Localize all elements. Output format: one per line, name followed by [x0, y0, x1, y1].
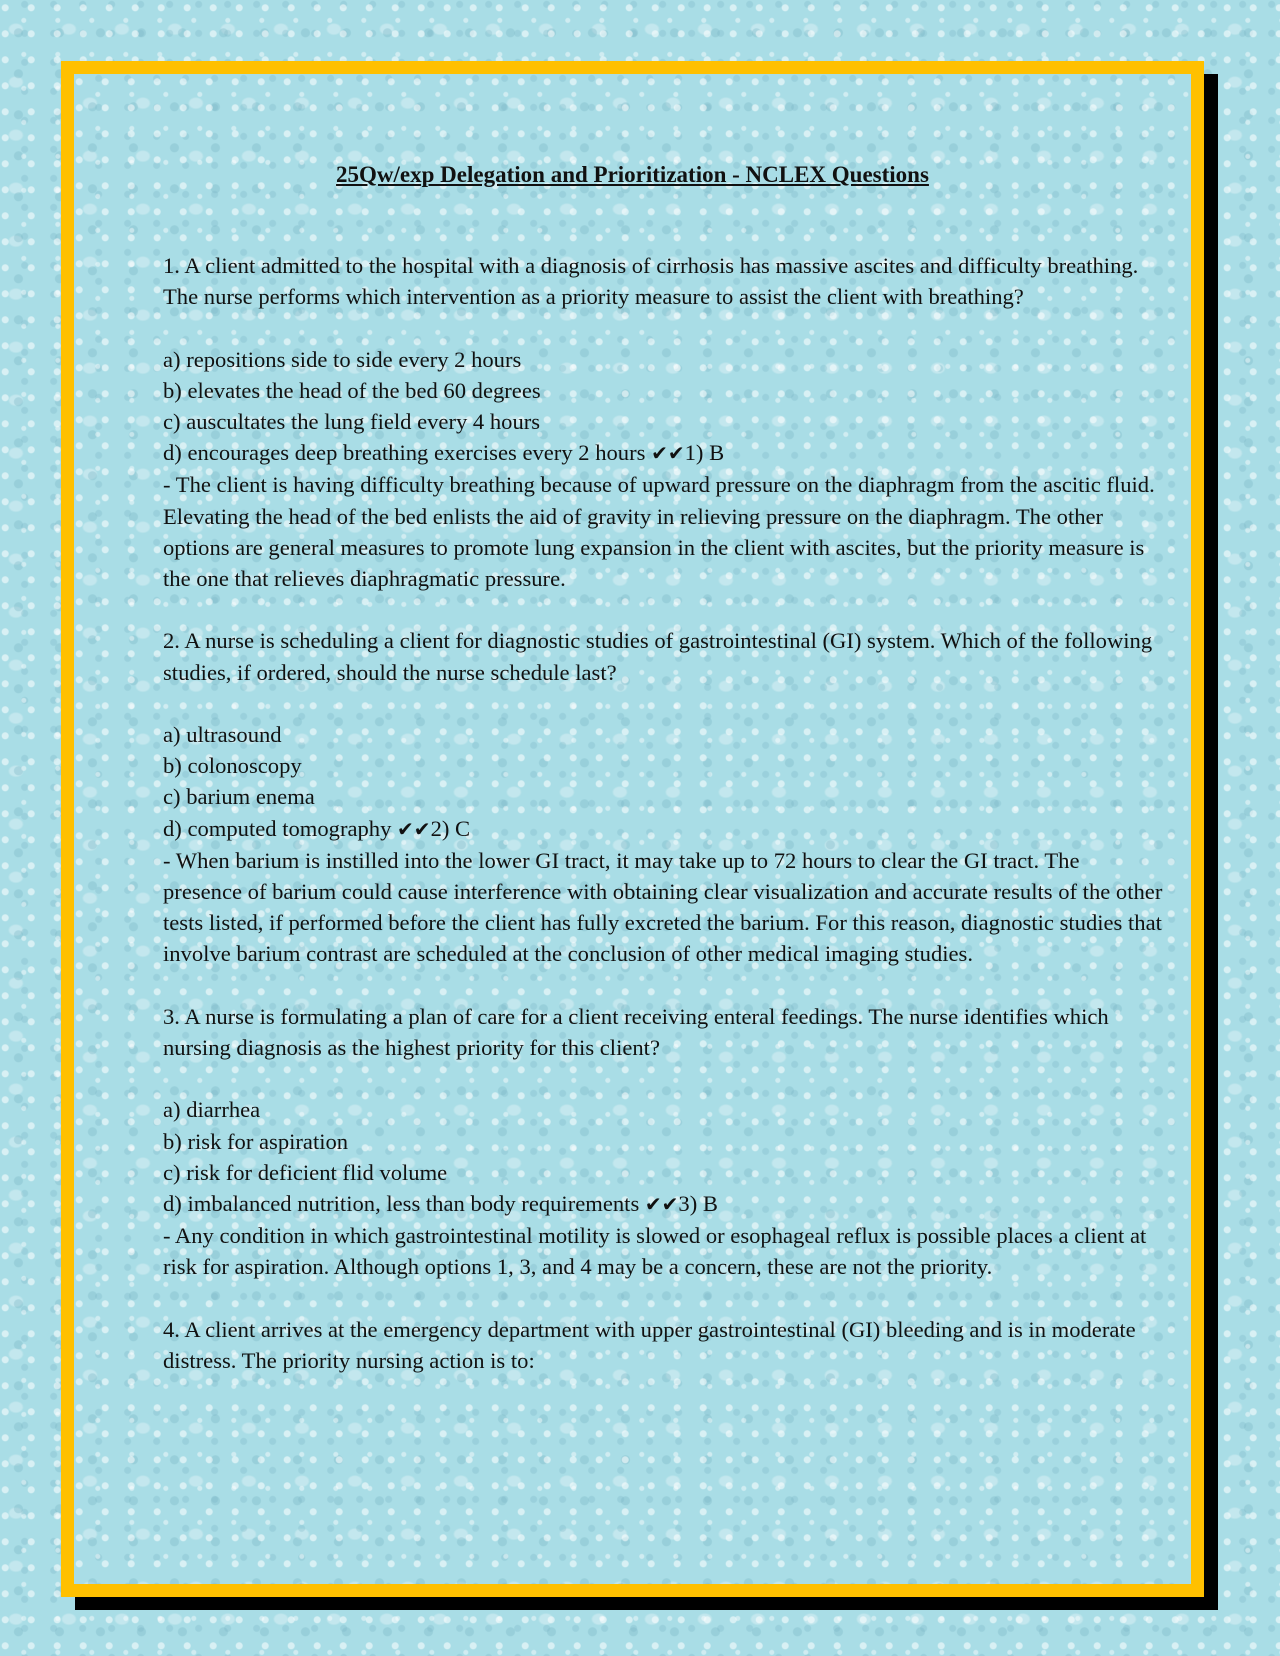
checkmark-icon: ✔✔ — [651, 441, 685, 466]
question-stem: 1. A client admitted to the hospital with a diagnosis of cirrhosis has massive ascites and difficulty breathing. The nurse performs which intervention as a priority measure to assist the client with breathing? — [163, 253, 1139, 310]
answer-explanation: - The client is having difficulty breathing because of upward pressure on the diaphragm from the ascitic fluid. Elevating the head of the bed enlists the aid of gravity in relieving pressure on the diaphragm. The other options are general measures to promote lung expansion in the client with ascites, but the priority measure is the one that relieves diaphragmatic pressure. — [163, 472, 1155, 592]
question-1 — [163, 250, 1163, 594]
question-2 — [163, 625, 1163, 969]
answer-key: 2) C — [430, 815, 471, 841]
question-stem: 2. A nurse is scheduling a client for diagnostic studies of gastrointestinal (GI) system. Which of the following studies, if ordered, should the nurse schedule last? — [163, 628, 1153, 685]
question-stem: 4. A client arrives at the emergency department with upper gastrointestinal (GI) bleeding and is in moderate distress. The priority nursing action is to: — [163, 1316, 1136, 1374]
answer-option-text: d) imbalanced nutrition, less than body requirements — [163, 1191, 645, 1217]
document-frame — [61, 61, 1204, 1597]
answer-option: a) repositions side to side every 2 hours — [163, 346, 522, 372]
answer-option: a) diarrhea — [163, 1097, 261, 1123]
answer-option-with-key — [163, 437, 1163, 469]
answer-option: c) risk for deficient flid volume — [163, 1159, 448, 1185]
answer-option: b) risk for aspiration — [163, 1128, 349, 1154]
answer-explanation: - When barium is instilled into the lower GI tract, it may take up to 72 hours to clear the GI tract. The presence of barium could cause interference with obtaining clear visualization and accurate results of the other tests listed, if performed before the client has fully excreted the barium. For this reason, diagnostic studies that involve barium contrast are scheduled at the conclusion of other medical imaging studies. — [163, 847, 1163, 967]
answer-option: a) ultrasound — [163, 722, 282, 747]
answer-option-with-key — [163, 1188, 1163, 1220]
answer-option-with-key — [163, 813, 1163, 845]
question-3 — [163, 1001, 1163, 1283]
answer-option: b) elevates the head of the bed 60 degrees — [163, 377, 541, 403]
checkmark-icon: ✔✔ — [644, 1192, 679, 1217]
answer-option: c) barium enema — [163, 784, 315, 810]
question-4 — [163, 1314, 1163, 1376]
answer-option: b) colonoscopy — [163, 753, 302, 779]
document-body — [163, 250, 1163, 1407]
checkmark-icon: ✔✔ — [397, 816, 431, 841]
answer-key: 3) B — [678, 1191, 718, 1217]
answer-option: c) auscultates the lung field every 4 hours — [163, 409, 541, 434]
document-title: 25Qw/exp Delegation and Prioritization - NCLEX Questions — [336, 162, 929, 187]
answer-explanation: - Any condition in which gastrointestinal motility is slowed or esophageal reflux is possible places a client at risk for aspiration. Although options 1, 3, and 4 may be a concern, these are not the priority. — [163, 1223, 1147, 1280]
answer-key: 1) B — [684, 440, 725, 466]
answer-option-text: d) encourages deep breathing exercises every 2 hours — [163, 440, 652, 466]
answer-option-text: d) computed tomography — [163, 815, 398, 841]
question-stem: 3. A nurse is formulating a plan of care for a client receiving enteral feedings. The nurse identifies which nursing diagnosis as the highest priority for this client? — [163, 1003, 1109, 1061]
